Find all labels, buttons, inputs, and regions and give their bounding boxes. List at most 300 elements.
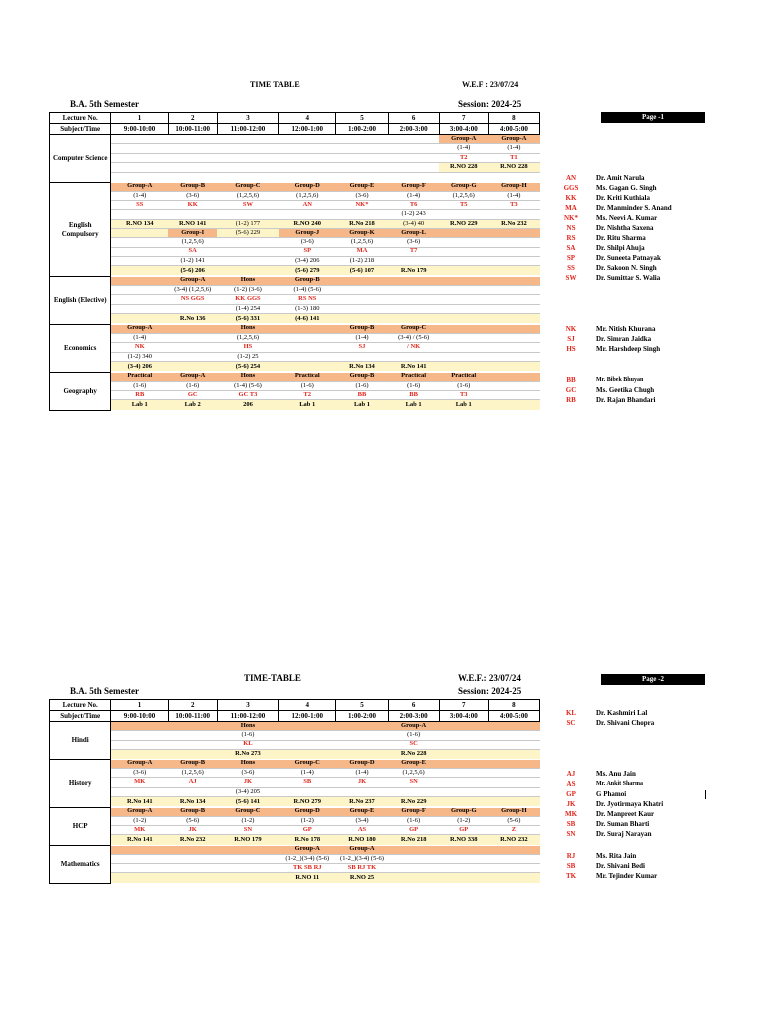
slot-line: Group-A — [111, 325, 168, 334]
slot-line — [279, 144, 336, 153]
subject-name: Geography — [50, 373, 111, 411]
slot-line — [168, 846, 217, 855]
slot-content — [217, 325, 278, 372]
timetable-slot — [217, 277, 278, 325]
slot-content — [336, 183, 388, 276]
slot-line — [279, 173, 336, 182]
slot-line: R.NO 25 — [336, 873, 388, 882]
time-slot: 12:00-1:00 — [279, 711, 336, 722]
subject-row — [50, 373, 540, 411]
slot-line — [439, 286, 488, 295]
slot-line — [488, 173, 539, 182]
faculty-name: Dr. Kriti Kuthiala — [596, 194, 650, 202]
slot-content — [111, 183, 168, 276]
timetable-slot — [388, 760, 439, 808]
timetable-slot — [388, 846, 439, 884]
slot-content — [217, 808, 278, 845]
slot-content — [488, 808, 539, 845]
slot-line: R.No 134 — [336, 362, 388, 371]
slot-line — [488, 855, 539, 864]
slot-line — [111, 731, 168, 740]
slot-line: Group-A — [168, 277, 217, 286]
slot-content — [336, 277, 388, 324]
slot-line: R.NO 232 — [488, 835, 539, 844]
slot-line — [336, 277, 388, 286]
slot-content — [488, 135, 539, 182]
slot-line: Practical — [279, 373, 336, 382]
subject-name: Computer Science — [50, 135, 111, 183]
slot-line: (1-4) — [388, 192, 439, 201]
faculty-name: Dr. Shilpi Ahuja — [596, 244, 645, 252]
slot-line — [439, 362, 488, 371]
faculty-abbr: HS — [566, 345, 576, 353]
time-slot: 9:00-10:00 — [111, 124, 168, 135]
timetable-slot — [217, 373, 278, 411]
slot-line: (3-4) (1,2,5,6) — [168, 286, 217, 295]
slot-line: (1-4) — [336, 334, 388, 343]
slot-line — [439, 343, 488, 352]
time-header-row — [50, 124, 540, 135]
slot-content — [217, 277, 278, 324]
page1-session: Session: 2024-25 — [458, 99, 522, 109]
faculty-name: Ms. Neevi A. Kumar — [596, 214, 658, 222]
faculty-abbr: GP — [566, 790, 576, 798]
slot-line — [439, 277, 488, 286]
slot-line — [336, 353, 388, 362]
slot-content — [336, 808, 388, 845]
slot-line — [439, 750, 488, 759]
slot-line: / NK — [388, 343, 439, 352]
slot-line: (1-6) — [388, 731, 439, 740]
timetable-slot — [279, 277, 336, 325]
slot-line: (3-6) — [168, 192, 217, 201]
slot-line: (3-4) / (5-6) — [388, 334, 439, 343]
slot-line — [336, 722, 388, 731]
slot-line: (1-6) — [279, 382, 336, 391]
timetable-slot — [388, 277, 439, 325]
slot-content — [488, 760, 539, 807]
faculty-abbr: SW — [565, 274, 577, 282]
slot-content — [388, 760, 439, 807]
faculty-abbr: AS — [566, 780, 576, 788]
slot-line: (3-6) — [388, 238, 439, 247]
faculty-name: Ms. Anu Jain — [596, 770, 636, 778]
timetable-slot — [336, 325, 388, 373]
slot-line: (3-4) 205 — [217, 788, 278, 797]
slot-line — [111, 135, 168, 144]
slot-line: Practical — [111, 373, 168, 382]
faculty-name: Dr. Rajan Bhandari — [596, 396, 656, 404]
timetable-slot — [488, 808, 539, 846]
slot-line — [111, 741, 168, 750]
slot-line: (1,2,5,6) — [217, 334, 278, 343]
slot-line: Group-E — [388, 760, 439, 769]
slot-line — [111, 238, 168, 247]
lecture-number: 6 — [388, 113, 439, 124]
slot-line — [111, 305, 168, 314]
slot-line — [217, 210, 278, 219]
lecture-header-row — [50, 700, 540, 711]
slot-line — [279, 362, 336, 371]
faculty-name: Dr. Ritu Sharma — [596, 234, 646, 242]
slot-line — [217, 173, 278, 182]
slot-line — [168, 788, 217, 797]
timetable-slot — [488, 760, 539, 808]
subject-row — [50, 277, 540, 325]
slot-content — [279, 846, 336, 883]
faculty-abbr: KK — [565, 194, 577, 202]
slot-line: GC — [168, 391, 217, 400]
slot-line — [439, 238, 488, 247]
faculty-abbr: SC — [566, 719, 576, 727]
slot-line: T6 — [388, 201, 439, 210]
slot-content — [439, 325, 488, 372]
slot-line: Z — [488, 826, 539, 835]
timetable-slot — [111, 846, 168, 884]
slot-line: T2 — [279, 391, 336, 400]
timetable-slot — [168, 846, 217, 884]
faculty-name: Mr. Harshdeep Singh — [596, 345, 661, 353]
slot-line: (1-4) — [488, 192, 539, 201]
slot-line: RB — [111, 391, 168, 400]
slot-line: (3-6) — [111, 769, 168, 778]
slot-line: AJ — [168, 778, 217, 787]
slot-line — [217, 135, 278, 144]
slot-line: (1-2) 218 — [336, 257, 388, 266]
slot-line: Group-C — [279, 760, 336, 769]
slot-content — [388, 325, 439, 372]
faculty-name: Dr. Nishtha Saxena — [596, 224, 654, 232]
slot-line — [488, 778, 539, 787]
faculty-name: Dr. Shivani Bedi — [596, 862, 645, 870]
slot-line: Group-K — [336, 229, 388, 238]
faculty-abbr: GC — [565, 386, 577, 394]
timetable-slot — [217, 183, 278, 277]
slot-line — [488, 210, 539, 219]
slot-content — [488, 722, 539, 759]
slot-line — [279, 353, 336, 362]
slot-line: AN — [279, 201, 336, 210]
slot-line — [279, 135, 336, 144]
slot-content — [279, 722, 336, 759]
slot-line — [111, 788, 168, 797]
slot-line: T5 — [439, 201, 488, 210]
slot-content — [488, 373, 539, 410]
slot-content — [111, 760, 168, 807]
timetable-slot — [336, 135, 388, 183]
slot-line — [488, 750, 539, 759]
slot-line: SS — [111, 201, 168, 210]
slot-line — [439, 325, 488, 334]
time-slot: 4:00-5:00 — [488, 124, 539, 135]
slot-line — [111, 173, 168, 182]
slot-line — [111, 286, 168, 295]
slot-line — [488, 257, 539, 266]
slot-content — [336, 325, 388, 372]
slot-line: (1-4) — [439, 144, 488, 153]
slot-line: MK — [111, 778, 168, 787]
slot-content — [388, 722, 439, 759]
slot-line — [168, 173, 217, 182]
slot-line: Group-J — [279, 229, 336, 238]
lecture-number: 1 — [111, 700, 168, 711]
slot-line — [488, 873, 539, 882]
slot-line: Lab 2 — [168, 400, 217, 409]
slot-line: Group-G — [439, 808, 488, 817]
time-slot: 1:00-2:00 — [336, 711, 388, 722]
timetable-slot — [168, 373, 217, 411]
slot-line — [488, 864, 539, 873]
slot-line — [439, 314, 488, 323]
lecture-no-label: Lecture No. — [50, 113, 111, 124]
slot-line: Lab 1 — [388, 400, 439, 409]
faculty-abbr: KL — [565, 709, 577, 717]
slot-line — [488, 400, 539, 409]
slot-content — [388, 135, 439, 182]
slot-line — [279, 731, 336, 740]
slot-line — [279, 722, 336, 731]
slot-line: (1-2) 177 — [217, 220, 278, 229]
slot-line — [488, 334, 539, 343]
slot-line — [111, 257, 168, 266]
slot-line: SW — [217, 201, 278, 210]
subject-row — [50, 846, 540, 884]
slot-line: R.NO 141 — [168, 220, 217, 229]
faculty-name: Ms. Geetika Chugh — [596, 386, 655, 394]
slot-line — [111, 314, 168, 323]
slot-line: Group-D — [279, 808, 336, 817]
slot-line: MK — [111, 826, 168, 835]
timetable-slot — [111, 722, 168, 760]
slot-line — [168, 362, 217, 371]
slot-content — [336, 135, 388, 182]
slot-line — [217, 257, 278, 266]
slot-line: SB RJ TK — [336, 864, 388, 873]
slot-line — [279, 750, 336, 759]
faculty-abbr: BB — [566, 376, 576, 384]
timetable-slot — [439, 722, 488, 760]
slot-line: JK — [168, 826, 217, 835]
timetable-slot — [111, 183, 168, 277]
text-cursor — [705, 790, 706, 799]
timetable-slot — [439, 325, 488, 373]
timetable-slot — [336, 808, 388, 846]
timetable-slot — [388, 325, 439, 373]
slot-line — [439, 769, 488, 778]
slot-line: SN — [388, 778, 439, 787]
slot-line: GP — [388, 826, 439, 835]
slot-line: Hons — [217, 722, 278, 731]
slot-line — [168, 722, 217, 731]
slot-line: (3-6) — [217, 769, 278, 778]
slot-line — [336, 286, 388, 295]
slot-line: Group-A — [111, 760, 168, 769]
slot-line: (1,2,5,6) — [336, 238, 388, 247]
slot-line: R.No 141 — [388, 362, 439, 371]
slot-line: (1-6) — [388, 817, 439, 826]
slot-line: (1-2) 141 — [168, 257, 217, 266]
slot-line: Group-A — [336, 846, 388, 855]
slot-line: JK — [336, 778, 388, 787]
subject-name: Hindi — [50, 722, 111, 760]
slot-line: Group-L — [388, 229, 439, 238]
slot-content — [488, 325, 539, 372]
slot-line: Lab 1 — [111, 400, 168, 409]
slot-content — [168, 846, 217, 883]
faculty-abbr: JK — [566, 800, 576, 808]
slot-line — [488, 295, 539, 304]
slot-line: (1-2_)(3-4) (5-6) — [336, 855, 388, 864]
slot-content — [111, 135, 168, 182]
page1-label: Page -1 — [601, 112, 705, 123]
slot-content — [168, 135, 217, 182]
slot-line: Group-D — [336, 760, 388, 769]
slot-line — [488, 741, 539, 750]
slot-line: R.No 141 — [111, 797, 168, 806]
slot-content — [439, 183, 488, 276]
timetable-slot — [111, 325, 168, 373]
page2-timetable — [49, 699, 540, 884]
slot-line: GC T3 — [217, 391, 278, 400]
faculty-name: Dr. Manpreet Kaur — [596, 810, 655, 818]
slot-line: (1,2,5,6) — [168, 238, 217, 247]
timetable-slot — [279, 760, 336, 808]
slot-line: (4-6) 141 — [279, 314, 336, 323]
slot-line: R.No 134 — [168, 797, 217, 806]
slot-line — [439, 788, 488, 797]
slot-line: Group-A — [488, 135, 539, 144]
slot-line: (3-6) — [279, 238, 336, 247]
slot-line: Group-F — [388, 808, 439, 817]
slot-line: R.NO 229 — [439, 220, 488, 229]
slot-line: (5-6) 107 — [336, 266, 388, 275]
slot-line — [168, 135, 217, 144]
subject-name: Economics — [50, 325, 111, 373]
time-slot: 1:00-2:00 — [336, 124, 388, 135]
slot-line: NS GGS — [168, 295, 217, 304]
timetable-slot — [336, 846, 388, 884]
subject-time-label: Subject/Time — [50, 124, 111, 135]
timetable-slot — [488, 722, 539, 760]
faculty-name: Dr. Shivani Chopra — [596, 719, 655, 727]
slot-line — [488, 314, 539, 323]
faculty-abbr: TK — [565, 872, 577, 880]
slot-content — [279, 325, 336, 372]
slot-line — [217, 846, 278, 855]
slot-content — [168, 373, 217, 410]
slot-line: SJ — [336, 343, 388, 352]
faculty-name: Dr. Amit Narula — [596, 174, 645, 182]
slot-line: SB — [279, 778, 336, 787]
slot-line: SC — [388, 741, 439, 750]
slot-line: R.No 228 — [388, 750, 439, 759]
slot-line: Group-B — [336, 373, 388, 382]
slot-line — [336, 788, 388, 797]
slot-line: (1-6) — [217, 731, 278, 740]
slot-line — [217, 248, 278, 257]
slot-content — [488, 183, 539, 276]
slot-line — [168, 864, 217, 873]
slot-line: (1-2) 340 — [111, 353, 168, 362]
slot-line — [217, 144, 278, 153]
timetable-slot — [439, 373, 488, 411]
slot-content — [168, 808, 217, 845]
timetable-slot — [168, 183, 217, 277]
slot-line — [336, 314, 388, 323]
time-slot: 10:00-11:00 — [168, 711, 217, 722]
subject-name: Mathematics — [50, 846, 111, 884]
slot-line — [168, 873, 217, 882]
slot-line: GP — [279, 826, 336, 835]
slot-line — [488, 277, 539, 286]
timetable-slot — [217, 135, 278, 183]
faculty-abbr: NS — [566, 224, 576, 232]
page2-label: Page -2 — [601, 674, 705, 685]
slot-line: KK GGS — [217, 295, 278, 304]
slot-line: (3-4) — [336, 817, 388, 826]
slot-line — [488, 391, 539, 400]
slot-line — [488, 373, 539, 382]
slot-line: (5-6) 279 — [279, 266, 336, 275]
lecture-number: 3 — [217, 113, 278, 124]
slot-line — [488, 248, 539, 257]
slot-line — [439, 229, 488, 238]
slot-line: R.NO 228 — [488, 163, 539, 172]
slot-line — [168, 353, 217, 362]
slot-content — [168, 760, 217, 807]
slot-line — [336, 163, 388, 172]
slot-line — [439, 846, 488, 855]
slot-content — [279, 808, 336, 845]
slot-line — [439, 722, 488, 731]
slot-line: Group-A — [168, 373, 217, 382]
slot-line — [336, 741, 388, 750]
lecture-number: 2 — [168, 113, 217, 124]
slot-content — [488, 277, 539, 324]
slot-line — [439, 334, 488, 343]
slot-line: R.No 136 — [168, 314, 217, 323]
slot-content — [439, 760, 488, 807]
time-slot: 3:00-4:00 — [439, 124, 488, 135]
timetable-slot — [217, 808, 278, 846]
timetable-slot — [168, 808, 217, 846]
slot-line: RS NS — [279, 295, 336, 304]
slot-line: T7 — [388, 248, 439, 257]
timetable-slot — [279, 722, 336, 760]
slot-line — [336, 305, 388, 314]
slot-line: (1,2,5,6) — [279, 192, 336, 201]
slot-line: (1-2) 25 — [217, 353, 278, 362]
slot-line: R.NO 134 — [111, 220, 168, 229]
subject-row — [50, 135, 540, 183]
faculty-name: Dr. Suraj Narayan — [596, 830, 652, 838]
slot-line: (5-6) 229 — [217, 229, 278, 238]
slot-content — [111, 325, 168, 372]
slot-line: Group-A — [388, 722, 439, 731]
subject-name: History — [50, 760, 111, 808]
slot-line — [388, 788, 439, 797]
timetable-slot — [439, 808, 488, 846]
timetable-slot — [336, 722, 388, 760]
slot-line — [388, 855, 439, 864]
slot-content — [439, 277, 488, 324]
slot-line: (5-6) 254 — [217, 362, 278, 371]
slot-line — [111, 277, 168, 286]
slot-line: Hons — [217, 760, 278, 769]
slot-line — [168, 855, 217, 864]
slot-line — [111, 864, 168, 873]
slot-content — [336, 373, 388, 410]
